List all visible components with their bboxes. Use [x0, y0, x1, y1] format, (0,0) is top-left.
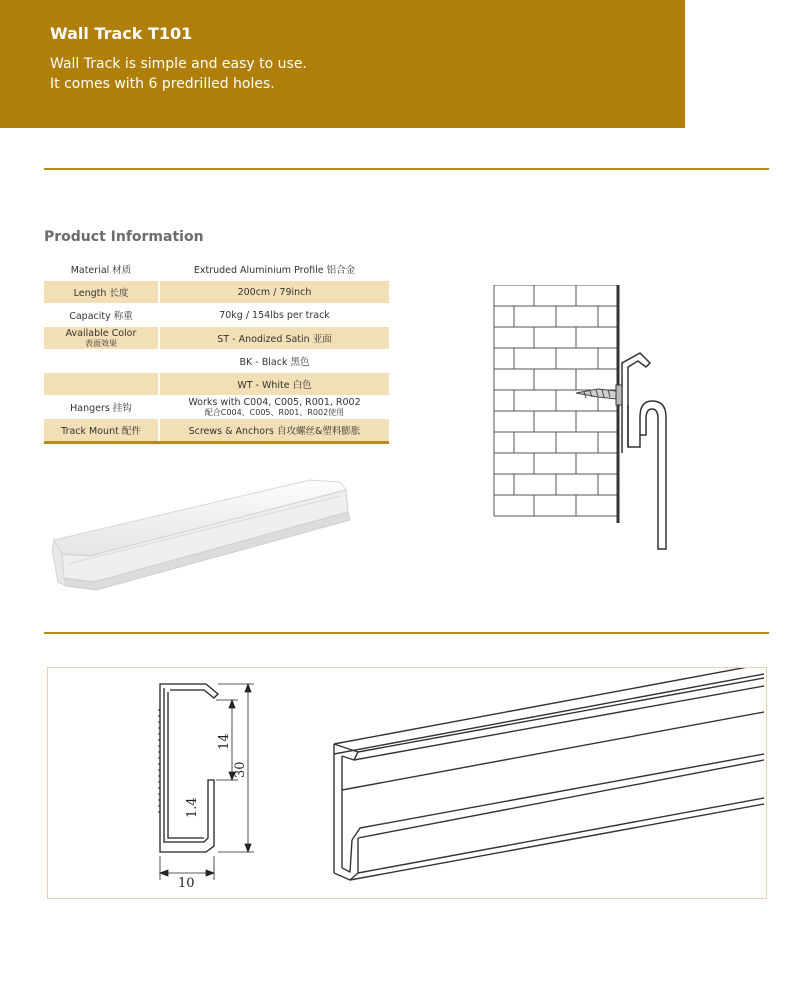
header-banner [0, 0, 685, 128]
brick-wall [494, 285, 618, 516]
spec-value: Extruded Aluminium Profile 铝合金 [159, 258, 389, 281]
spec-value: 200cm / 79inch [159, 281, 389, 304]
spec-row-color-st [44, 327, 389, 350]
spec-key-sub: 表面效果 [85, 338, 117, 348]
spec-table [44, 258, 389, 444]
spec-row-length [44, 281, 389, 304]
intro-line-2: It comes with 6 predrilled holes. [50, 76, 275, 92]
perspective-drawing [328, 668, 766, 898]
spec-key: Hangers 挂钩 [44, 396, 159, 419]
spec-value: BK - Black 黑色 [159, 350, 389, 373]
profile-outline [160, 684, 218, 852]
spec-key-main: Available Color [65, 327, 137, 339]
dimension-10: 10 [178, 876, 195, 890]
section-title: Product Information [44, 229, 204, 245]
divider-bottom [44, 632, 769, 634]
dimension-30: 30 [233, 761, 248, 778]
spec-key: Length 长度 [44, 281, 159, 304]
dimension-14: 14 [217, 733, 232, 750]
spec-value-sub: 配合C004、C005、R001、R002使用 [204, 407, 345, 417]
hanger-hook [640, 401, 666, 549]
spec-value: Screws & Anchors 自攻螺丝&塑料膨胀 [159, 419, 389, 443]
page-title: Wall Track T101 [50, 24, 193, 43]
spec-value: WT - White 白色 [159, 373, 389, 396]
wall-mount-diagram [490, 285, 680, 555]
spec-row-capacity [44, 304, 389, 327]
spec-key: Capacity 称重 [44, 304, 159, 327]
spec-value: ST - Anodized Satin 亚面 [159, 327, 389, 350]
spec-value-main: Works with C004, C005, R001, R002 [188, 396, 361, 408]
dimension-1-4: 1.4 [185, 797, 200, 818]
spec-key [44, 373, 159, 396]
intro-line-1: Wall Track is simple and easy to use. [50, 56, 307, 72]
spec-value [159, 396, 389, 419]
spec-key: Track Mount 配件 [44, 419, 159, 443]
divider-top [44, 168, 769, 170]
spec-row-hangers [44, 396, 389, 419]
spec-row-color-wt [44, 373, 389, 396]
product-photo [40, 470, 370, 610]
spec-value: 70kg / 154lbs per track [159, 304, 389, 327]
screw-icon [576, 385, 622, 405]
spec-row-color-bk [44, 350, 389, 373]
spec-row-material [44, 258, 389, 281]
spec-row-mount [44, 419, 389, 443]
spec-key [44, 350, 159, 373]
technical-drawing-box [47, 667, 767, 899]
cross-section-drawing [158, 680, 318, 890]
spec-key: Material 材质 [44, 258, 159, 281]
spec-key [44, 327, 159, 350]
